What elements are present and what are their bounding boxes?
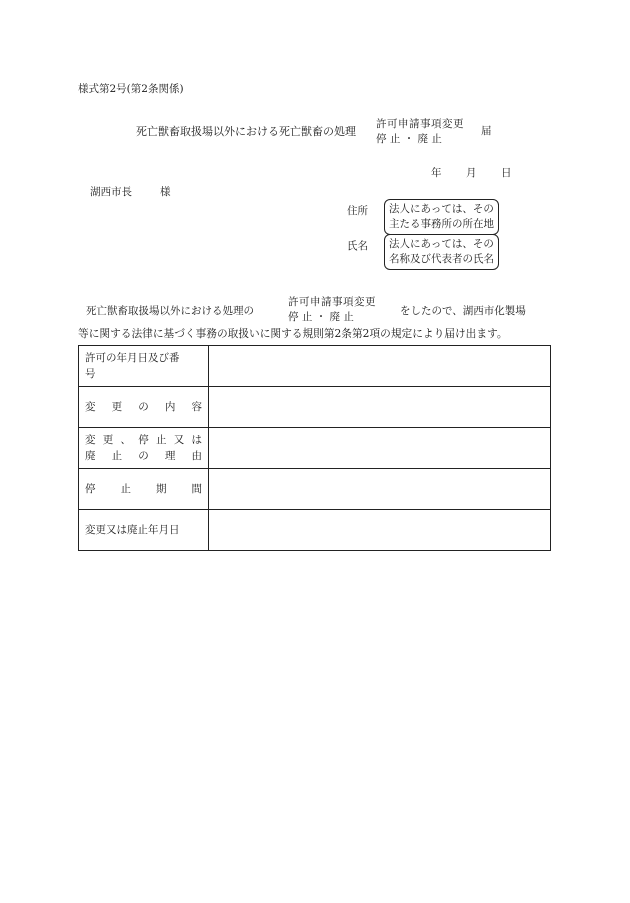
table-row: [79, 510, 551, 551]
body-part2: をしたので、湖西市化製場: [400, 305, 526, 317]
row-label-line: 号: [85, 368, 96, 380]
addressee-honorific: 様: [160, 186, 171, 198]
title-options: [376, 119, 472, 144]
title-option-stop-abolish: 停 止 ・ 廃 止: [376, 132, 442, 145]
address-note: 法人にあっては、その 主たる事務所の所在地: [384, 199, 499, 235]
title-main: 死亡獣畜取扱場以外における死亡獣畜の処理: [136, 125, 356, 138]
row-label: [79, 428, 209, 469]
row-label-line: 廃 止 の 理 由: [85, 450, 202, 462]
row-label: [79, 387, 209, 428]
table-row: [79, 346, 551, 387]
table-body: [79, 346, 551, 551]
table-row: [79, 387, 551, 428]
form-table: [78, 345, 551, 551]
body-part1: 死亡獣畜取扱場以外における処理の: [86, 305, 254, 317]
date-day: 日: [501, 167, 512, 179]
form-number: 様式第2号(第2条関係): [78, 83, 184, 95]
body-options: [288, 297, 388, 322]
row-label: [79, 510, 209, 551]
date-month: 月: [466, 167, 477, 179]
row-value[interactable]: [209, 469, 551, 510]
table-row: [79, 469, 551, 510]
date-year: 年: [431, 167, 442, 179]
name-note: 法人にあっては、その 名称及び代表者の氏名: [384, 234, 499, 270]
row-value[interactable]: [209, 346, 551, 387]
address-label: 住所: [347, 205, 368, 217]
row-label-line: 許可の年月日及び番: [85, 352, 180, 364]
title-suffix: 届: [481, 125, 492, 137]
name-label: 氏名: [347, 240, 368, 252]
row-label-line: 変 更 、 停 止 又 は: [85, 434, 202, 446]
row-value[interactable]: [209, 387, 551, 428]
title-option-change: 許可申請事項変更: [376, 118, 464, 130]
body-line2: 等に関する法律に基づく事務の取扱いに関する規則第2条第2項の規定により届け出ます。: [78, 327, 508, 340]
row-label: [79, 346, 209, 387]
addressee-name: 湖西市長: [90, 186, 132, 198]
row-value[interactable]: [209, 510, 551, 551]
body-option-stop-abolish: 停 止 ・ 廃 止: [288, 310, 354, 323]
row-value[interactable]: [209, 428, 551, 469]
row-label-line: 変更又は廃止年月日: [85, 524, 180, 536]
row-label-line: 変 更 の 内 容: [85, 401, 202, 413]
row-label-line: 停 止 期 間: [85, 483, 202, 495]
table-row: [79, 428, 551, 469]
body-option-change: 許可申請事項変更: [288, 296, 376, 308]
row-label: [79, 469, 209, 510]
